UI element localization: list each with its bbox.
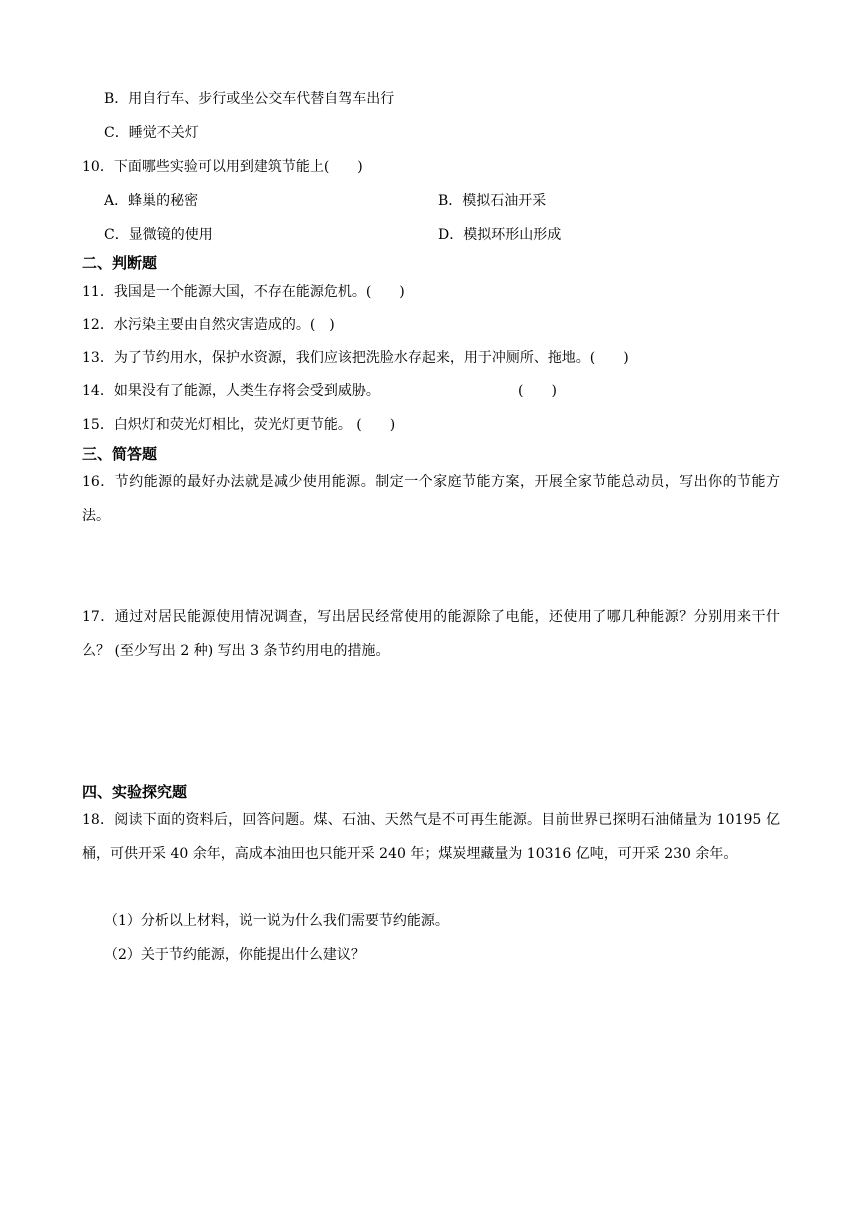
section-4-title: 四、实验探究题: [82, 783, 188, 801]
q13: 13．为了节约用水，保护水资源，我们应该把洗脸水存起来，用于冲厕所、拖地。( ): [82, 350, 629, 366]
q9-option-b: B．用自行车、步行或坐公交车代替自驾车出行: [104, 91, 395, 107]
q18: 18．阅读下面的资料后，回答问题。煤、石油、天然气是不可再生能源。目前世界已探明石油储量为 10195 亿桶，可供开采 40 余年，高成本油田也只能开采 240 年；煤炭埋藏量为 10316 亿吨，可开采 230 余年。: [82, 812, 780, 862]
q11: 11．我国是一个能源大国，不存在能源危机。( ): [82, 284, 405, 300]
q14-answer-paren: ( ): [518, 383, 557, 399]
q10-stem: 10．下面哪些实验可以用到建筑节能上( ): [82, 159, 363, 175]
q17: 17．通过对居民能源使用情况调查，写出居民经常使用的能源除了电能，还使用了哪几种能源？分别用来干什么？ (至少写出 2 种) 写出 3 条节约用电的措施。: [82, 609, 780, 659]
q16: 16．节约能源的最好办法就是减少使用能源。制定一个家庭节能方案，开展全家节能总动员，写出你的节能方法。: [82, 474, 780, 524]
section-3-title: 三、简答题: [82, 445, 158, 463]
q9-option-c: C．睡觉不关灯: [104, 125, 199, 141]
q10-option-a: A．蜂巢的秘密: [104, 193, 199, 209]
q10-option-d: D．模拟环形山形成: [438, 227, 562, 243]
q18-sub2: （2）关于节约能源，你能提出什么建议？: [104, 947, 365, 963]
q15: 15．白炽灯和荧光灯相比，荧光灯更节能。 ( ): [82, 417, 396, 433]
q12: 12．水污染主要由自然灾害造成的。( ): [82, 317, 335, 333]
q10-option-c: C．显微镜的使用: [104, 227, 213, 243]
q14: 14．如果没有了能源，人类生存将会受到威胁。: [82, 383, 380, 399]
q10-option-b: B．模拟石油开采: [438, 193, 547, 209]
q18-sub1: （1）分析以上材料，说一说为什么我们需要节约能源。: [104, 913, 449, 929]
section-2-title: 二、判断题: [82, 254, 158, 272]
